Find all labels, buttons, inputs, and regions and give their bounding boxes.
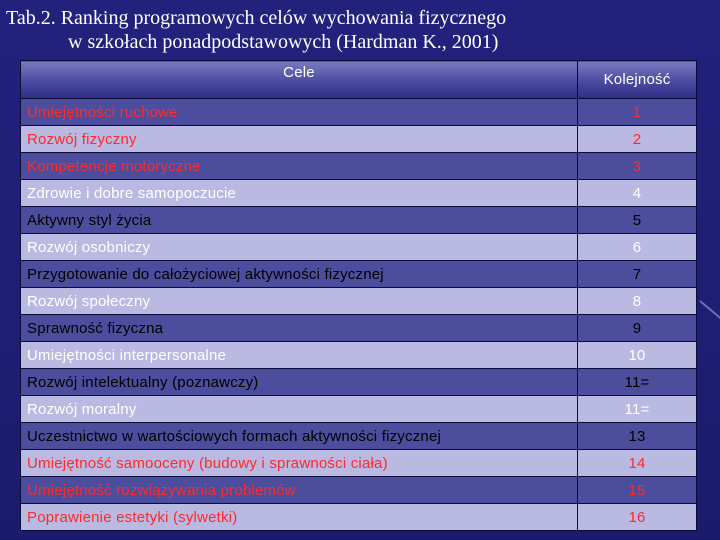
table-row	[21, 504, 697, 531]
rank-cell: 4	[578, 180, 697, 207]
rank-cell: 11=	[578, 369, 697, 396]
table-row	[21, 477, 697, 504]
table-row	[21, 234, 697, 261]
slide-title	[6, 6, 706, 54]
table-row	[21, 369, 697, 396]
rank-cell: 5	[578, 207, 697, 234]
goal-cell: Przygotowanie do całożyciowej aktywności fizycznej	[21, 261, 578, 288]
table-row	[21, 180, 697, 207]
rank-cell: 2	[578, 126, 697, 153]
table-row	[21, 423, 697, 450]
goal-cell: Rozwój moralny	[21, 396, 578, 423]
rank-cell: 10	[578, 342, 697, 369]
table-row	[21, 396, 697, 423]
goal-cell: Rozwój osobniczy	[21, 234, 578, 261]
ranking-table	[20, 60, 697, 531]
table-row	[21, 288, 697, 315]
rank-cell: 8	[578, 288, 697, 315]
table-row	[21, 450, 697, 477]
header-rank: Kolejność	[578, 61, 697, 99]
goal-cell: Uczestnictwo w wartościowych formach aktywności fizycznej	[21, 423, 578, 450]
goal-cell: Rozwój społeczny	[21, 288, 578, 315]
table-header-row	[21, 61, 697, 99]
rank-cell: 16	[578, 504, 697, 531]
goal-cell: Poprawienie estetyki (sylwetki)	[21, 504, 578, 531]
goal-cell: Umiejętności interpersonalne	[21, 342, 578, 369]
table-row	[21, 99, 697, 126]
table-row	[21, 342, 697, 369]
rank-cell: 13	[578, 423, 697, 450]
rank-cell: 14	[578, 450, 697, 477]
header-goals: Cele	[21, 61, 578, 99]
goal-cell: Zdrowie i dobre samopoczucie	[21, 180, 578, 207]
goal-cell: Umiejętności ruchowe	[21, 99, 578, 126]
table-row	[21, 207, 697, 234]
table-row	[21, 153, 697, 180]
title-line-1: Tab.2. Ranking programowych celów wychowania fizycznego	[6, 7, 507, 29]
goal-cell: Umiejętność rozwiązywania problemów	[21, 477, 578, 504]
goal-cell: Umiejętność samooceny (budowy i sprawności ciała)	[21, 450, 578, 477]
table-row	[21, 315, 697, 342]
goal-cell: Sprawność fizyczna	[21, 315, 578, 342]
decorative-line	[699, 300, 720, 321]
goal-cell: Kompetencje motoryczne	[21, 153, 578, 180]
rank-cell: 7	[578, 261, 697, 288]
rank-cell: 1	[578, 99, 697, 126]
rank-cell: 3	[578, 153, 697, 180]
title-line-2: w szkołach ponadpodstawowych (Hardman K., 2001)	[68, 31, 499, 53]
table-row	[21, 126, 697, 153]
goal-cell: Aktywny styl życia	[21, 207, 578, 234]
rank-cell: 11=	[578, 396, 697, 423]
rank-cell: 6	[578, 234, 697, 261]
rank-cell: 15	[578, 477, 697, 504]
goal-cell: Rozwój fizyczny	[21, 126, 578, 153]
rank-cell: 9	[578, 315, 697, 342]
table-row	[21, 261, 697, 288]
goal-cell: Rozwój intelektualny (poznawczy)	[21, 369, 578, 396]
